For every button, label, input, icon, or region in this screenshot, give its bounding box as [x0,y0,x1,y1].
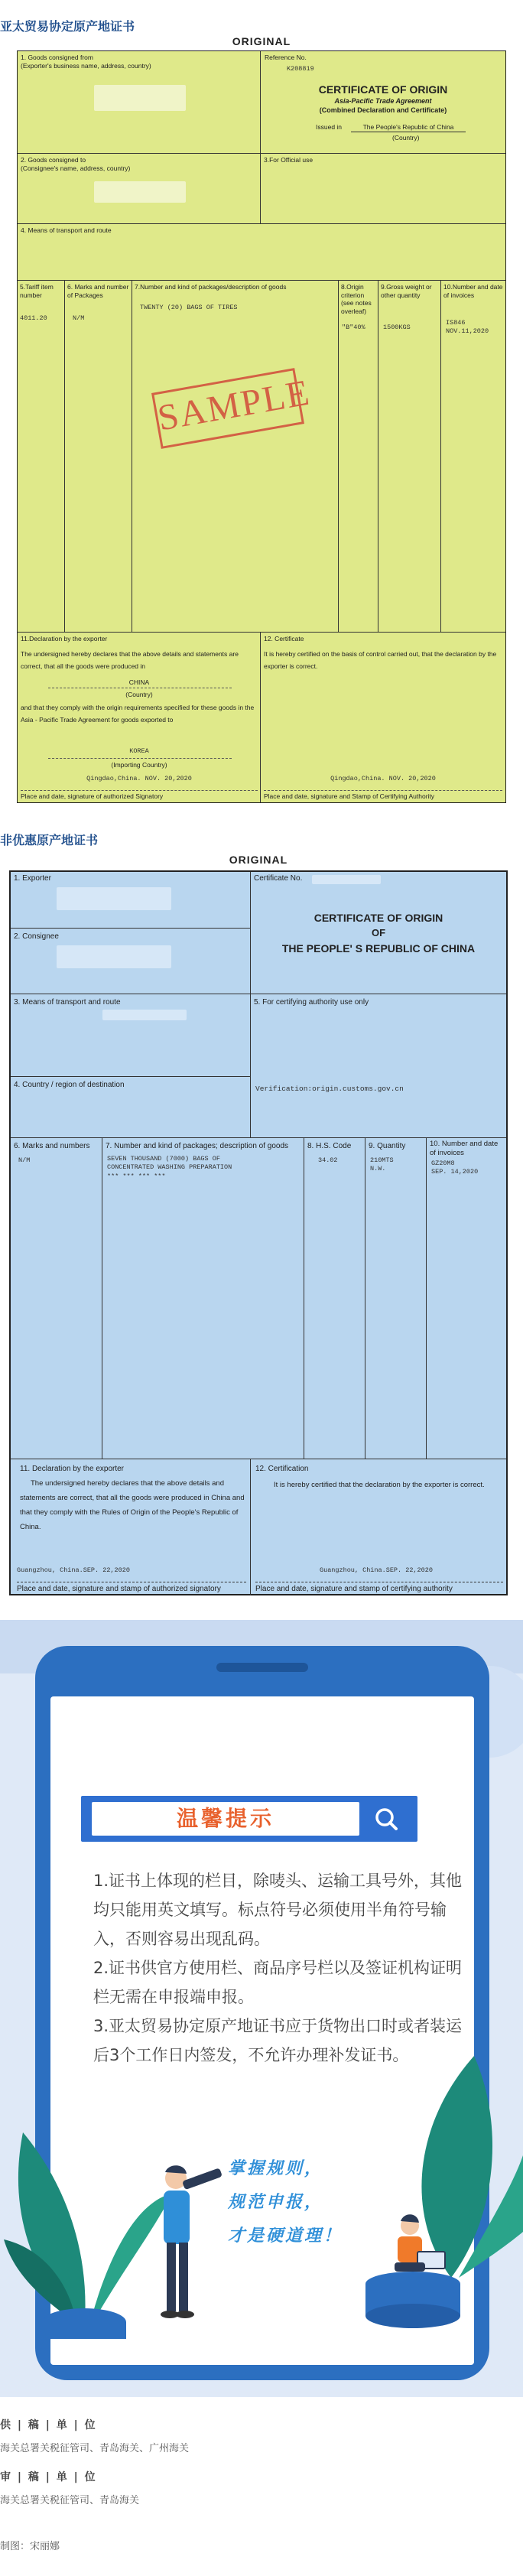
col-invoice [427,1138,506,1459]
tips-heading: 温馨提示 [92,1802,359,1836]
box11-text: The undersigned hereby declares that the above details and statements are correct, that all the goods were produced in [21,650,239,671]
dotted-line [48,758,232,759]
weight-value: 1500KGS [383,324,411,331]
verification-url: Verification:origin.customs.gov.cn [255,1085,404,1093]
review-units-text: 海关总署关税征管司、青岛海关 [0,2495,140,2506]
box11-text: The undersigned hereby declares that the above details and statements are correct, that all the goods were produced in China and that they comply with the Rules of Origin of the People's Republic of China. [20,1479,245,1531]
box1-label: 1. Exporter [14,874,51,883]
col-weight-header: 9.Gross weight or other quantity [381,283,432,299]
col-hs-code [304,1138,365,1459]
box5-label: 5. For certifying authority use only [254,998,369,1007]
redacted-block [94,85,186,111]
tip-item: 1.证书上体现的栏目，除唛头、运输工具号外，其他均只能用英文填写。标点符号必须使用半角符号输入，否则容易出现乱码。 [93,1872,463,1948]
goods-value: TWENTY (20) BAGS OF TIRES [140,304,238,311]
box11-country-label: (Country) [125,691,153,698]
issued-in-label: Issued in [316,123,343,131]
box-consignee [11,929,251,994]
col-weight [378,281,441,633]
col-tariff [18,281,65,633]
redacted-block [94,181,186,203]
box-certificate [261,633,505,802]
phone-speaker [216,1663,308,1672]
col-criterion [339,281,378,633]
box-exporter-declaration [18,633,261,802]
box11-country: CHINA [128,678,150,686]
box-reference [261,51,505,154]
goods-table [18,281,505,633]
col-quantity [365,1138,427,1459]
slogan-line-1: 掌握规则， [228,2159,324,2178]
box2-label: 2. Consignee [14,932,59,941]
invoice-value: GZ20M8 SEP. 14,2020 [431,1160,479,1176]
person-laptop-illustration [372,2209,456,2293]
box-transport [18,224,505,281]
box11-import: KOREA [129,747,149,755]
box12-label: 12. Certification [255,1465,309,1473]
box-destination [11,1077,251,1138]
original-label: ORIGINAL [229,854,288,866]
graphic-credit: 制图：宋丽娜 [0,2541,60,2552]
reference-label: Reference No. [265,54,307,61]
box11-label: 11.Declaration by the exporter [21,635,108,642]
col-marks [65,281,132,633]
country-label: (Country) [392,134,420,141]
col-tariff-header: 5.Tariff item number [20,283,54,299]
box3-label: 3. Means of transport and route [14,998,121,1007]
box12-place-date: Qingdao,China. NOV. 20,2020 [330,775,436,782]
col-marks [11,1138,102,1459]
certificate-title-2: OF [371,927,386,938]
col-goods-header: 7. Number and kind of packages; description of goods [106,1142,289,1150]
box-exporter [11,872,251,929]
box1-label: 1. Goods consigned from (Exporter's business name, address, country) [21,54,151,70]
redacted-block [102,1010,187,1020]
marks-value: N/M [18,1156,31,1164]
invoice-value: IS846 NOV.11,2020 [446,319,489,336]
box2-label: 2. Goods consigned to (Consignee's name, address, country) [21,156,131,172]
certificate-subtitle: Asia-Pacific Trade Agreement [334,97,432,105]
certificate-title-1: CERTIFICATE OF ORIGIN [313,912,443,924]
box-transport [11,994,251,1077]
box3-label: 3.For Official use [264,156,313,164]
box12-signature-label: Place and date, signature and stamp of certifying authority [255,1582,503,1594]
redacted-block [57,945,171,968]
box11-place-date: Guangzhou, China.SEP. 22,2020 [17,1566,130,1574]
plant-illustration-right [359,2033,523,2354]
draft-units-text: 海关总署关税征管司、青岛海关、广州海关 [0,2443,190,2454]
col-hs-header: 8. H.S. Code [307,1142,352,1150]
col-marks-header: 6. Marks and numbers [14,1142,90,1150]
apta-certificate [17,35,506,803]
original-label: ORIGINAL [232,35,291,47]
search-bar [81,1796,417,1842]
section-title-non-preferential: 非优惠原产地证书 [0,833,99,847]
col-quantity-header: 9. Quantity [369,1142,406,1150]
section-title-apta: 亚太贸易协定原产地证书 [0,19,135,34]
reference-value: K208819 [287,65,314,73]
certificate-title: CERTIFICATE OF ORIGIN [318,83,448,96]
box12-place-date: Guangzhou, China.SEP. 22,2020 [320,1566,433,1574]
col-criterion-header: 8.Origin criterion (see notes overleaf) [341,283,372,315]
box-goods-consigned-to [18,154,261,224]
col-invoice [441,281,505,633]
hs-value: 34.02 [318,1156,338,1164]
box4-label: 4. Means of transport and route [21,226,112,234]
goods-value: SEVEN THOUSAND (7000) BAGS OF CONCENTRATED WASHING PREPARATION *** *** *** *** [107,1155,232,1180]
sample-stamp: SAMPLE [151,368,304,449]
slogan-line-3: 才是硬道理！ [228,2226,343,2246]
non-preferential-certificate [9,854,508,1595]
box12-text: It is hereby certified that the declaration by the exporter is correct. [274,1481,485,1489]
col-invoice-header: 10. Number and date of invoices [430,1140,499,1158]
certificate-paper [9,870,508,1595]
col-invoice-header: 10.Number and date of invoices [443,283,503,299]
box-certificate-no [251,872,506,994]
box-goods-consigned-from [18,51,261,154]
box-certifying-authority [251,994,506,1138]
col-goods [102,1138,304,1459]
tariff-value: 4011.20 [20,314,47,322]
box12-signature-label: Place and date, signature and Stamp of Certifying Authority [264,790,502,801]
slogan-line-2: 规范申报， [228,2193,324,2212]
box-exporter-declaration [11,1459,251,1595]
draft-units-heading: 供 | 稿 | 单 | 位 [0,2419,97,2431]
box11-import-label: (Importing Country) [111,761,167,769]
tips-card [0,1620,523,2397]
marks-value: N/M [73,314,85,322]
certificate-subtitle-2: (Combined Declaration and Certificate) [319,106,447,114]
box11-label: 11. Declaration by the exporter [20,1465,125,1473]
criterion-value: "B"40% [342,324,365,331]
col-goods-header: 7.Number and kind of packages/description of goods [135,283,287,291]
tip-item: 3.亚太贸易协定原产地证书应于货物出口时或者装运后3个工作日内签发，不允许办理补发证书。 [93,2017,463,2064]
person-telescope-illustration [138,2155,229,2339]
review-units-heading: 审 | 稿 | 单 | 位 [0,2471,97,2483]
redacted-block [312,875,381,884]
issued-in-value: The People's Republic of China [351,123,466,132]
box11-signature-label: Place and date, signature of authorized Signatory [21,790,258,801]
box11-text-2: and that they comply with the origin requirements specified for these goods in the Asia - Pacific Trade Agreement for goods exported to [21,704,255,724]
box11-place-date: Qingdao,China. NOV. 20,2020 [86,775,192,782]
box-certification [251,1459,506,1595]
box12-label: 12. Certificate [264,635,304,642]
box-official-use [261,154,505,224]
certificate-title-3: THE PEOPLE' S REPUBLIC OF CHINA [281,942,476,955]
box12-text: It is hereby certified on the basis of control carried out, that the declaration by the exporter is correct. [264,650,497,671]
box4-label: 4. Country / region of destination [14,1081,125,1089]
col-goods [132,281,339,633]
tip-item: 2.证书供官方使用栏、商品序号栏以及签证机构证明栏无需在申报端申报。 [93,1959,463,2006]
box11-signature-label: Place and date, signature and stamp of authorized signatory [17,1582,246,1594]
cert-no-label: Certificate No. [254,874,303,883]
redacted-block [57,887,171,910]
search-icon[interactable] [365,1802,408,1836]
goods-table [11,1138,506,1459]
col-marks-header: 6. Marks and number of Packages [67,283,129,299]
quantity-value: 210MTS N.W. [370,1156,394,1173]
certificate-paper [17,50,506,803]
